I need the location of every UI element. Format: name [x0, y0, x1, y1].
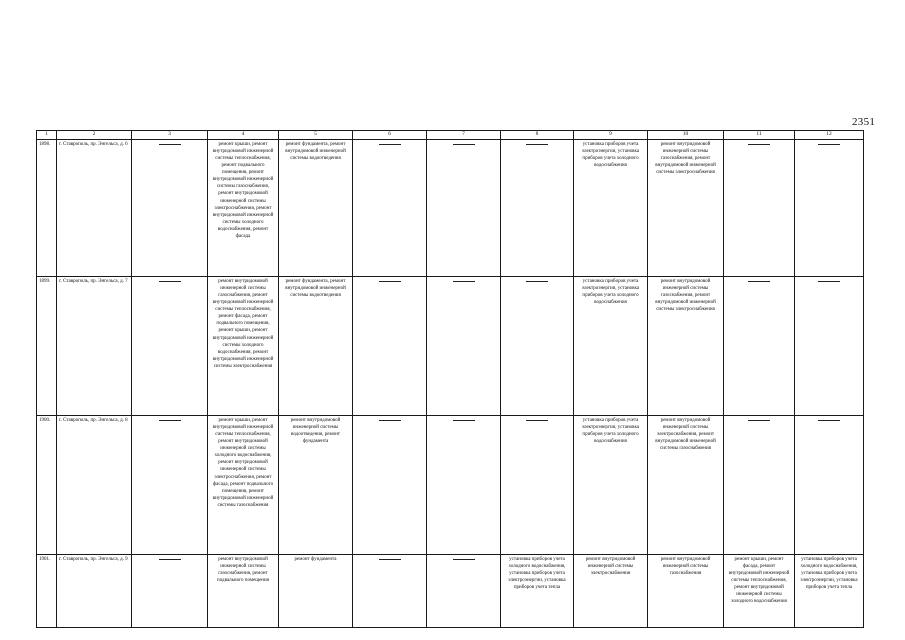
empty-cell: [353, 554, 427, 627]
dash-mark: [818, 281, 840, 282]
empty-cell: [132, 276, 208, 415]
work-cell: ремонт крыши, ремонт внутридомовой инженерной системы теплоснабжения, ремонт подвального помещения, ремонт внутридомовой инженерной системы газоснабжения, ремонт внутридомовой инженерной системы электроснабжения, ремонт внутридомовой инженерной системы холодного водоснабжения, ремонт фасада: [208, 139, 279, 276]
dash-mark: [379, 559, 401, 560]
column-header: 5: [279, 131, 353, 140]
work-cell: ремонт фундамента: [279, 554, 353, 627]
dash-mark: [453, 559, 475, 560]
empty-cell: [353, 139, 427, 276]
work-cell: ремонт внутридомовой инженерной системы водоотведения, ремонт фундамента: [279, 415, 353, 554]
address-cell: г. Ставрополь, пр. Энгельса, д. 6: [57, 139, 132, 276]
work-cell: ремонт внутридомовой инженерной системы электроснабжения, ремонт внутридомовой инженерной системы газоснабжения: [648, 415, 724, 554]
column-header: 3: [132, 131, 208, 140]
column-header: 10: [648, 131, 724, 140]
dash-mark: [818, 420, 840, 421]
dash-mark: [453, 281, 475, 282]
column-header: 7: [427, 131, 501, 140]
dash-mark: [453, 144, 475, 145]
empty-cell: [795, 276, 864, 415]
empty-cell: [795, 139, 864, 276]
table-row: [37, 276, 864, 415]
work-cell: установка приборов учета электроэнергии, установка приборов учета холодного водоснабжения: [574, 415, 648, 554]
column-number-header-row: [37, 131, 864, 140]
row-number: 1900.: [37, 415, 57, 554]
work-cell: ремонт внутридомовой инженерной системы газоснабжения, ремонт внутридомовой инженерной системы теплоснабжения, ремонт фасада, ремонт подвального помещения, ремонт крыши, ремонт внутридомовой инженерной системы холодного водоснабжения, ремонт внутридомовой инженерной системы электроснабжения: [208, 276, 279, 415]
work-cell: ремонт внутридомовой инженерной системы электроснабжения: [574, 554, 648, 627]
dash-mark: [526, 420, 548, 421]
table-row: [37, 415, 864, 554]
table-row: [37, 139, 864, 276]
dash-mark: [526, 144, 548, 145]
work-cell: установка приборов учета холодного водоснабжения, установка приборов учета электроэнергии, установка приборов учета тепла: [501, 554, 574, 627]
dash-mark: [379, 420, 401, 421]
column-header: 1: [37, 131, 57, 140]
column-header: 4: [208, 131, 279, 140]
empty-cell: [795, 415, 864, 554]
empty-cell: [132, 415, 208, 554]
work-cell: установка приборов учета электроэнергии, установка приборов учета холодного водоснабжения: [574, 139, 648, 276]
column-header: 6: [353, 131, 427, 140]
work-cell: ремонт крыши, ремонт внутридомовой инженерной системы теплоснабжения, ремонт внутридомовой инженерной системы холодного водоснабжения, ремонт внутридомовой инженерной системы электроснабжения, ремонт фасада, ремонт подвального помещения, ремонт внутридомовой инженерной системы газоснабжения: [208, 415, 279, 554]
empty-cell: [132, 554, 208, 627]
column-header: 12: [795, 131, 864, 140]
empty-cell: [427, 415, 501, 554]
table-row: [37, 554, 864, 627]
empty-cell: [501, 139, 574, 276]
empty-cell: [132, 139, 208, 276]
page-number: 2351: [852, 116, 876, 128]
work-cell: ремонт внутридомовой инженерной системы газоснабжения, ремонт подвального помещения: [208, 554, 279, 627]
work-cell: установка приборов учета холодного водоснабжения, установка приборов учета электроэнергии, установка приборов учета тепла: [795, 554, 864, 627]
dash-mark: [818, 144, 840, 145]
empty-cell: [353, 415, 427, 554]
dash-mark: [159, 559, 181, 560]
capital-repair-register-table: [36, 130, 864, 628]
empty-cell: [427, 139, 501, 276]
dash-mark: [159, 420, 181, 421]
row-number: 1898.: [37, 139, 57, 276]
column-header: 8: [501, 131, 574, 140]
dash-mark: [748, 281, 770, 282]
work-cell: ремонт внутридомовой инженерной системы газоснабжения, ремонт внутридомовой инженерной системы электроснабжения: [648, 276, 724, 415]
empty-cell: [724, 415, 795, 554]
dash-mark: [379, 281, 401, 282]
work-cell: ремонт фундамента, ремонт внутридомовой инженерной системы водоотведения: [279, 276, 353, 415]
dash-mark: [159, 144, 181, 145]
dash-mark: [748, 420, 770, 421]
empty-cell: [501, 276, 574, 415]
address-cell: г. Ставрополь, пр. Энгельса, д. 7: [57, 276, 132, 415]
work-cell: ремонт крыши, ремонт фасада, ремонт внутридомовой инженерной системы теплоснабжения, ремонт внутридомовой инженерной системы холодного водоснабжения: [724, 554, 795, 627]
dash-mark: [379, 144, 401, 145]
work-cell: ремонт внутридомовой инженерной системы газоснабжения, ремонт внутридомовой инженерной системы электроснабжения: [648, 139, 724, 276]
empty-cell: [427, 554, 501, 627]
dash-mark: [748, 144, 770, 145]
row-number: 1899.: [37, 276, 57, 415]
empty-cell: [724, 139, 795, 276]
work-cell: ремонт внутридомовой инженерной системы газоснабжения: [648, 554, 724, 627]
empty-cell: [501, 415, 574, 554]
address-cell: г. Ставрополь, пр. Энгельса, д. 9: [57, 554, 132, 627]
empty-cell: [427, 276, 501, 415]
work-cell: ремонт фундамента, ремонт внутридомовой инженерной системы водоотведения: [279, 139, 353, 276]
address-cell: г. Ставрополь, пр. Энгельса, д. 8: [57, 415, 132, 554]
column-header: 11: [724, 131, 795, 140]
work-cell: установка приборов учета электроэнергии, установка приборов учета холодного водоснабжения: [574, 276, 648, 415]
row-number: 1901.: [37, 554, 57, 627]
column-header: 2: [57, 131, 132, 140]
dash-mark: [526, 281, 548, 282]
dash-mark: [159, 281, 181, 282]
empty-cell: [724, 276, 795, 415]
column-header: 9: [574, 131, 648, 140]
dash-mark: [453, 420, 475, 421]
empty-cell: [353, 276, 427, 415]
